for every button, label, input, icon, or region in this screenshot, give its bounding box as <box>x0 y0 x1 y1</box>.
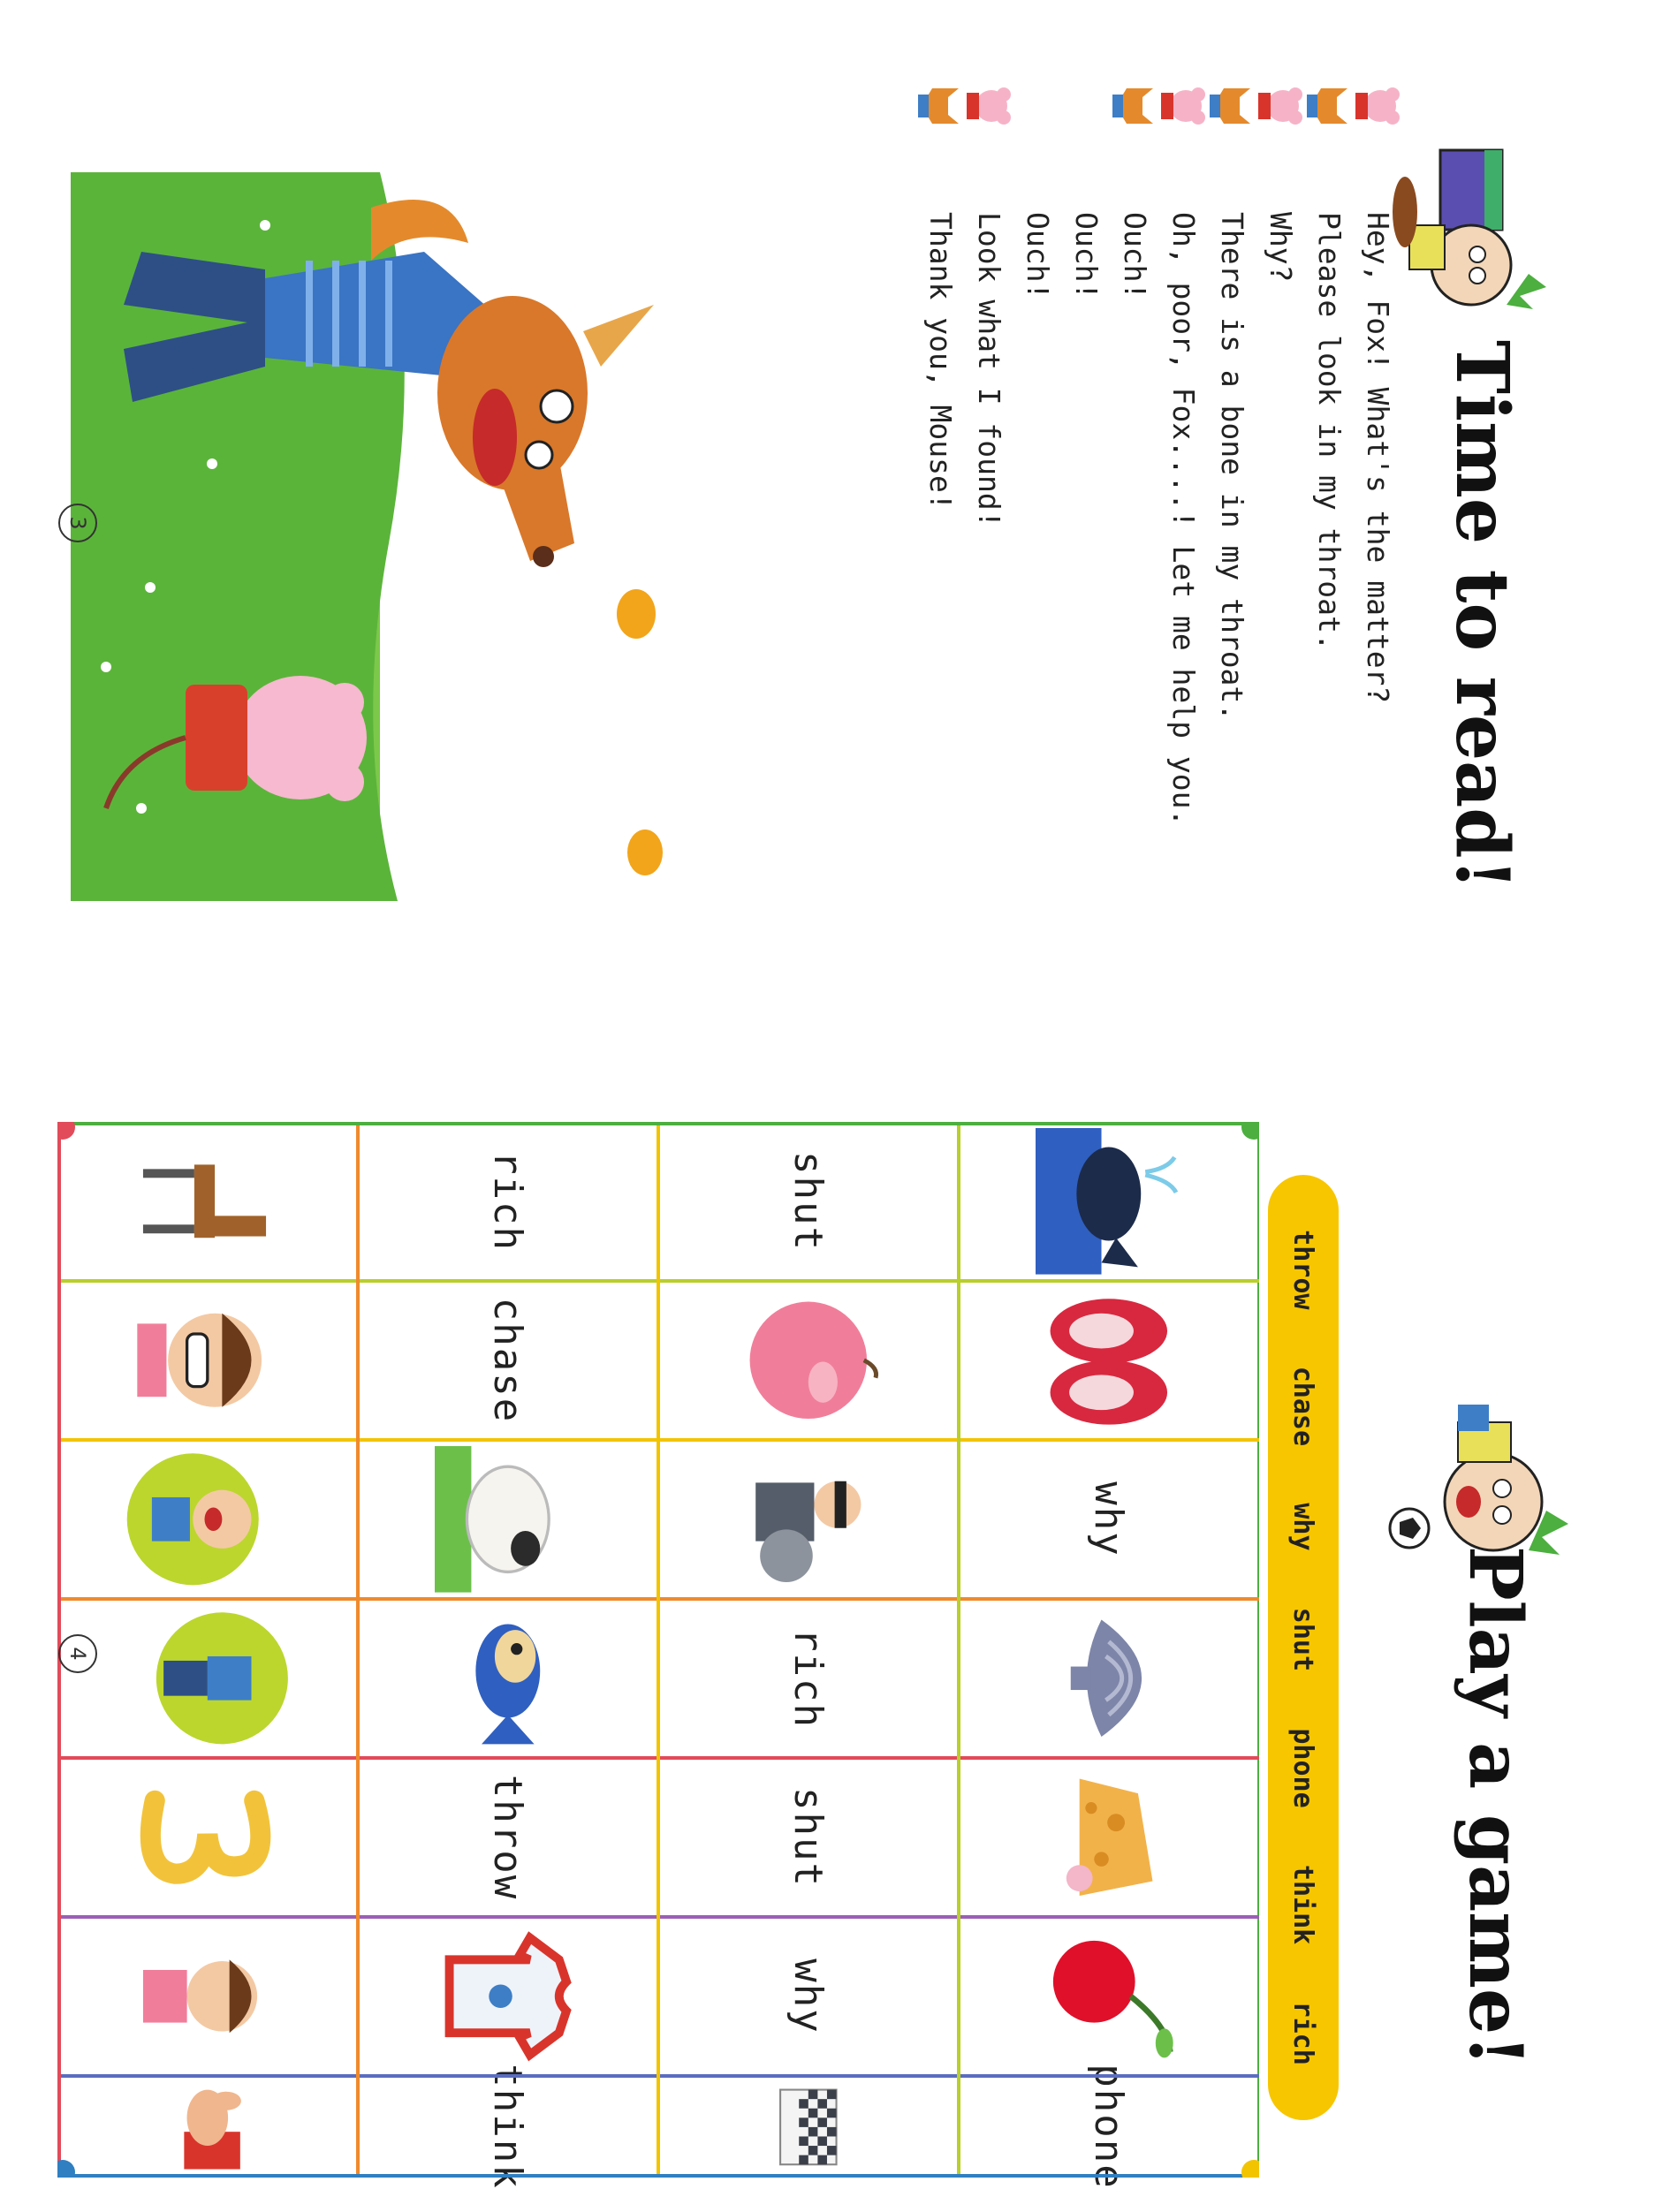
word-bank-item: chase <box>1287 1366 1319 1447</box>
grid-lines <box>57 1122 1259 2190</box>
grid-cell-word[interactable]: rich <box>485 1151 531 1252</box>
dialogue-line: Oh, poor, Fox....! Let me help you. <box>1158 75 1211 826</box>
page-number: 4 <box>58 1634 97 1673</box>
grid-cell-word[interactable]: phone <box>1086 2064 1132 2190</box>
dialogue-line: There is a bone in my throat. <box>1206 75 1259 721</box>
fox-speaker-icon <box>1303 75 1356 137</box>
word-bank-item: rich <box>1287 2001 1319 2065</box>
fox-and-mouse-illustration <box>71 172 760 901</box>
dialogue-line: Please look in my throat. <box>1303 75 1356 651</box>
page-number: 3 <box>58 504 97 542</box>
word-bank <box>1268 1175 1339 2120</box>
bingo-grid <box>57 1122 1259 2190</box>
fox-speaker-icon <box>1109 75 1162 137</box>
grid-cell-word[interactable]: think <box>485 2064 531 2190</box>
speaker-blank <box>1060 75 1113 137</box>
mouse-speaker-icon <box>963 75 1016 137</box>
grid-cell-word[interactable]: shut <box>786 1787 831 1888</box>
mouse-speaker-icon <box>1255 75 1308 137</box>
grid-cell-word[interactable]: rich <box>786 1628 831 1729</box>
mascot-reading <box>1378 141 1555 318</box>
grid-cell-word[interactable]: throw <box>485 1774 531 1901</box>
dialogue-line: Ouch! <box>1109 75 1162 299</box>
dialogue-line: Hey, Fox! What's the matter? <box>1352 75 1405 703</box>
fox-speaker-icon <box>1206 75 1259 137</box>
grid-cell-word[interactable]: why <box>786 1958 831 2034</box>
grid-cell-word[interactable]: chase <box>485 1297 531 1424</box>
dialogue-line: Why? <box>1255 75 1308 282</box>
word-bank-item: shut <box>1287 1607 1319 1672</box>
page-title-play-a-game: Play a game! <box>1453 1546 1537 2067</box>
mouse-speaker-icon <box>1158 75 1211 137</box>
word-bank-item: why <box>1287 1503 1319 1551</box>
word-bank-item: think <box>1287 1864 1319 1945</box>
word-bank-item: throw <box>1287 1230 1319 1310</box>
dialogue-line: Ouch! <box>1060 75 1113 299</box>
page-title-time-to-read: Time to read! <box>1439 340 1524 890</box>
grid-cell-word[interactable]: why <box>1086 1481 1132 1557</box>
word-bank-item: phone <box>1287 1728 1319 1808</box>
speaker-blank <box>1012 75 1065 137</box>
grid-cell-word[interactable]: shut <box>786 1151 831 1252</box>
dialogue-line: Look what I found! <box>963 75 1016 528</box>
mouse-speaker-icon <box>1352 75 1405 137</box>
fox-speaker-icon <box>915 75 968 137</box>
dialogue-line: Ouch! <box>1012 75 1065 299</box>
dialogue-line: Thank you, Mouse! <box>915 75 968 511</box>
